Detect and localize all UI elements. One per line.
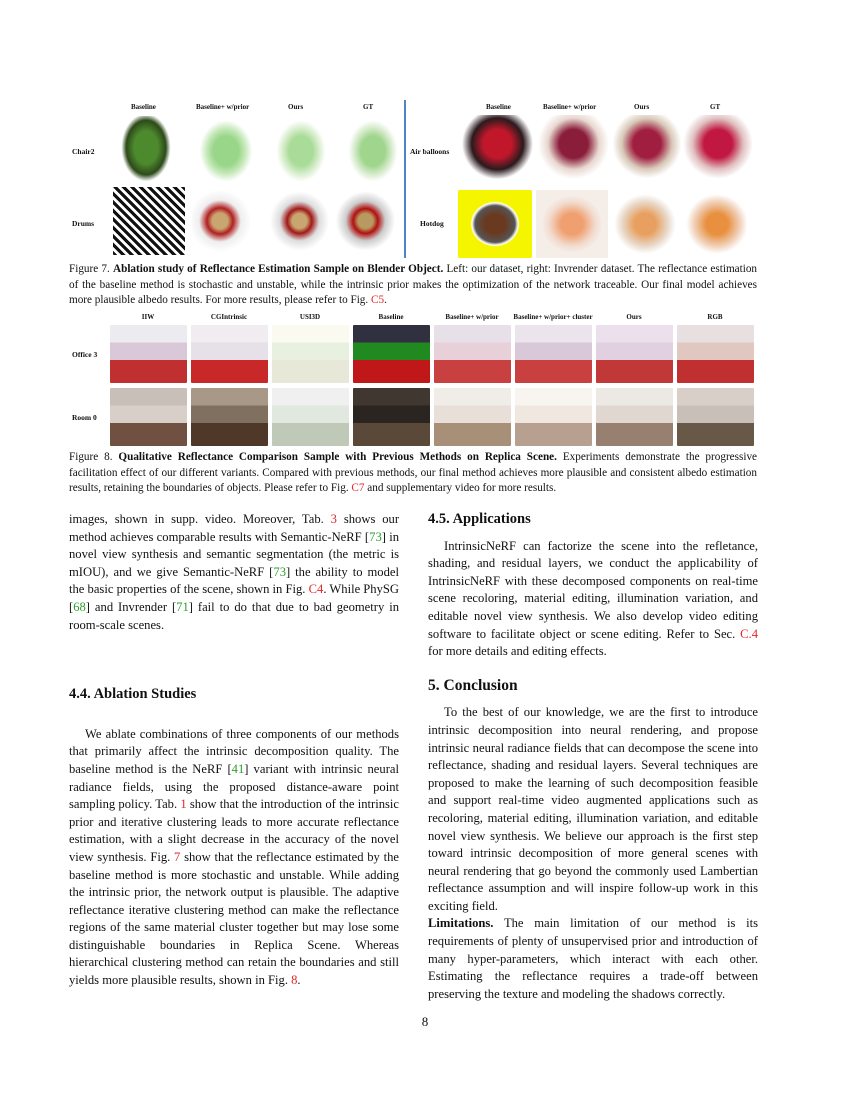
text: show that the introduction of the intrinsic prior and iterative clustering leads to more accurate reflectance estimation, with a slight decrease in the accuracy of the novel view synthesis. Fig. (69, 797, 399, 864)
text: ] and Invrender [ (85, 599, 177, 614)
reference-link[interactable]: 7 (174, 849, 181, 864)
fig8-col-label: CGIntrinsic (210, 313, 248, 321)
text: show that the reflectance estimated by the baseline method is more stochastic and unstable. While adding the intrinsic prior, the network output is plausible. The adaptive reflectance iterative clustering method can make the reflectance regions of the same material cluster together but may lose some distinguishable boundaries in Replica Scene. Whereas hierarchical clustering method can retain the boundaries and still yields more plausible results, shown in Fig. (69, 849, 399, 988)
office3-image (191, 325, 268, 383)
fig7-col-label: Baseline (486, 103, 511, 111)
room0-image (434, 388, 511, 446)
figure-8-caption (69, 450, 757, 497)
caption-label: Figure 7. (69, 263, 110, 275)
fig7-col-label: GT (710, 103, 721, 111)
balloons-gt-image (682, 115, 754, 187)
balloons-ours-image (612, 115, 682, 187)
office3-image (110, 325, 187, 383)
room0-image (353, 388, 430, 446)
room0-image (110, 388, 187, 446)
reference-link[interactable]: 73 (273, 564, 286, 579)
fig8-col-label: Baseline+ w/prior (445, 313, 499, 321)
text: images, shown in supp. video. Moreover, Tab. (69, 512, 331, 526)
office3-image (515, 325, 592, 383)
figure-ref-link[interactable]: C7 (351, 482, 365, 494)
chair-gt-image (345, 116, 401, 186)
text: ] the ability to model the basic properties of the scene, shown in Fig. (69, 564, 399, 597)
caption-label: Figure 8. (69, 451, 113, 463)
fig7-row-label: Air balloons (410, 147, 450, 156)
figure-7-caption (69, 262, 757, 309)
fig7-col-label: Baseline (131, 103, 156, 111)
office3-image (677, 325, 754, 383)
fig7-col-label: Baseline+ w/prior (196, 103, 250, 111)
reference-link[interactable]: 8 (291, 973, 298, 988)
room0-image (596, 388, 673, 446)
fig7-row-label: Chair2 (72, 147, 95, 156)
caption-text: Left: our dataset, right: Invrender dataset. The reflectance estimation of the baseline method is stochastic and unstable, while the intrinsic prior makes the optimization of the network traceable. Our final model achieves more plausible albedo results. For more results, please refer to Fig. (69, 263, 758, 306)
text: . While PhySG [ (69, 582, 400, 614)
paragraph (69, 511, 399, 634)
hotdog-ours-image (610, 190, 680, 258)
section-heading: 5. Conclusion (428, 676, 518, 694)
fig7-row-label: Hotdog (420, 219, 444, 228)
drums-prior-image (192, 190, 262, 252)
fig8-col-label: IIW (141, 313, 155, 321)
reference-link[interactable]: 68 (73, 599, 86, 614)
text: shows our method achieves comparable results with Semantic-NeRF [ (69, 512, 400, 544)
text: We ablate combinations of three components of our methods that primarily affect the intrinsic decomposition quality. The baseline method is the NeRF [ (69, 726, 399, 776)
fig8-col-label: USI3D (299, 313, 321, 321)
fig8-col-label: Baseline+ w/prior+ cluster (513, 313, 593, 321)
room0-image (272, 388, 349, 446)
room0-image (191, 388, 268, 446)
paragraph (428, 538, 758, 661)
reference-link[interactable]: 1 (180, 797, 187, 812)
balloons-baseline-image (460, 115, 535, 187)
fig8-col-label: Baseline (378, 313, 404, 321)
drums-gt-image (334, 190, 404, 252)
fig7-row-label: Drums (72, 219, 95, 228)
caption-title: Ablation study of Reflectance Estimation Sample on Blender Object. (113, 263, 444, 275)
drums-baseline-image (113, 187, 185, 255)
reference-link[interactable]: C.4 (740, 626, 758, 641)
caption-text: Experiments demonstrate the progressive facilitation effect of our different variants. Compared with previous methods, our final method achieves more plausible and consistent albedo estimation results, retaining the boundaries of objects. Please refer to Fig. (69, 451, 758, 494)
room0-image (677, 388, 754, 446)
fig7-col-label: Baseline+ w/prior (543, 103, 597, 111)
chair-baseline-image (118, 116, 174, 186)
fig8-row-label: Office 3 (72, 350, 98, 359)
text: IntrinsicNeRF can factorize the scene into the refletance, shading, and residual layers, we conduct the applicability of IntrinsicNeRF with these decomposed components on real-time scene recoloring, material editing, illumination variation, and editable novel view synthesis. We also develop video editing software to facilitate object or scene editing. Refer to Sec. (428, 538, 758, 641)
hotdog-prior-image (536, 190, 608, 258)
text: ] variant with intrinsic neural radiance fields, using the proposed distance-aware point sampling policy. Tab. (69, 761, 399, 812)
chair-ours-image (273, 116, 329, 186)
right-column (428, 511, 758, 1003)
office3-image (596, 325, 673, 383)
caption-title: Qualitative Reflectance Comparison Sample with Previous Methods on Replica Scene. (118, 451, 557, 463)
page-number: 8 (421, 1014, 429, 1029)
text: for more details and editing effects. (428, 644, 607, 659)
section-heading: 4.4. Ablation Studies (69, 686, 197, 703)
section-heading: 4.5. Applications (428, 511, 531, 527)
caption-text: . (384, 294, 387, 306)
limitations-text: The main limitation of our method is its requirements of plenty of unsupervised prior and introduction of many hyper-parameters, which interact with each other. Estimating the reflectance requires a trade-off between preserving the texture and modeling the shadows correctly. (428, 916, 759, 1001)
balloons-prior-image (536, 115, 611, 187)
figure-ref-link[interactable]: C5 (371, 294, 385, 306)
fig8-col-label: RGB (707, 313, 723, 321)
drums-ours-image (268, 190, 338, 252)
caption-text: and supplementary video for more results. (367, 482, 557, 494)
fig7-col-label: Ours (634, 103, 650, 111)
text: . (297, 973, 301, 988)
reference-link[interactable]: 73 (369, 529, 382, 544)
hotdog-baseline-image (458, 190, 532, 258)
text: ] fail to do that due to bad geometry in room-scale scenes. (69, 599, 400, 632)
fig7-col-label: GT (363, 103, 374, 111)
hotdog-gt-image (682, 190, 752, 258)
text: ] in novel view synthesis and semantic segmentation (the metric is mIOU), and we give Semantic-NeRF [ (69, 529, 399, 579)
reference-link[interactable]: 71 (176, 599, 189, 614)
paragraph (69, 726, 399, 990)
office3-image (353, 325, 430, 383)
room0-image (515, 388, 592, 446)
office3-image (434, 325, 511, 383)
fig8-col-label: Ours (626, 313, 642, 321)
limitations-title: Limitations. (428, 916, 494, 931)
reference-link[interactable]: 41 (231, 761, 245, 776)
office3-image (272, 325, 349, 383)
figure-divider (404, 100, 406, 258)
fig8-row-label: Room 0 (72, 413, 97, 422)
paragraph: To the best of our knowledge, we are the first to introduce intrinsic decomposition into neural rendering, and propose intrinsic neural radiance fields that can decompose the scene into reflectance, shading and residual layers. Several techniques are proposed to make the learning of such decomposition feasible and support real-time video augmented applications such as recoloring, material editing, illumination variation, and editable novel view synthesis. We believe our approach is the first step toward intrinsic decomposition of more general scenes with neural rendering that go beyond the commonly used Lambertian reflectance assumption and will inspire follow-up work in this exciting field. (428, 705, 758, 913)
left-column (69, 511, 399, 990)
reference-link[interactable]: 3 (330, 512, 337, 526)
fig7-col-label: Ours (288, 103, 304, 111)
chair-prior-image (196, 116, 256, 186)
reference-link[interactable]: C4 (308, 582, 324, 597)
